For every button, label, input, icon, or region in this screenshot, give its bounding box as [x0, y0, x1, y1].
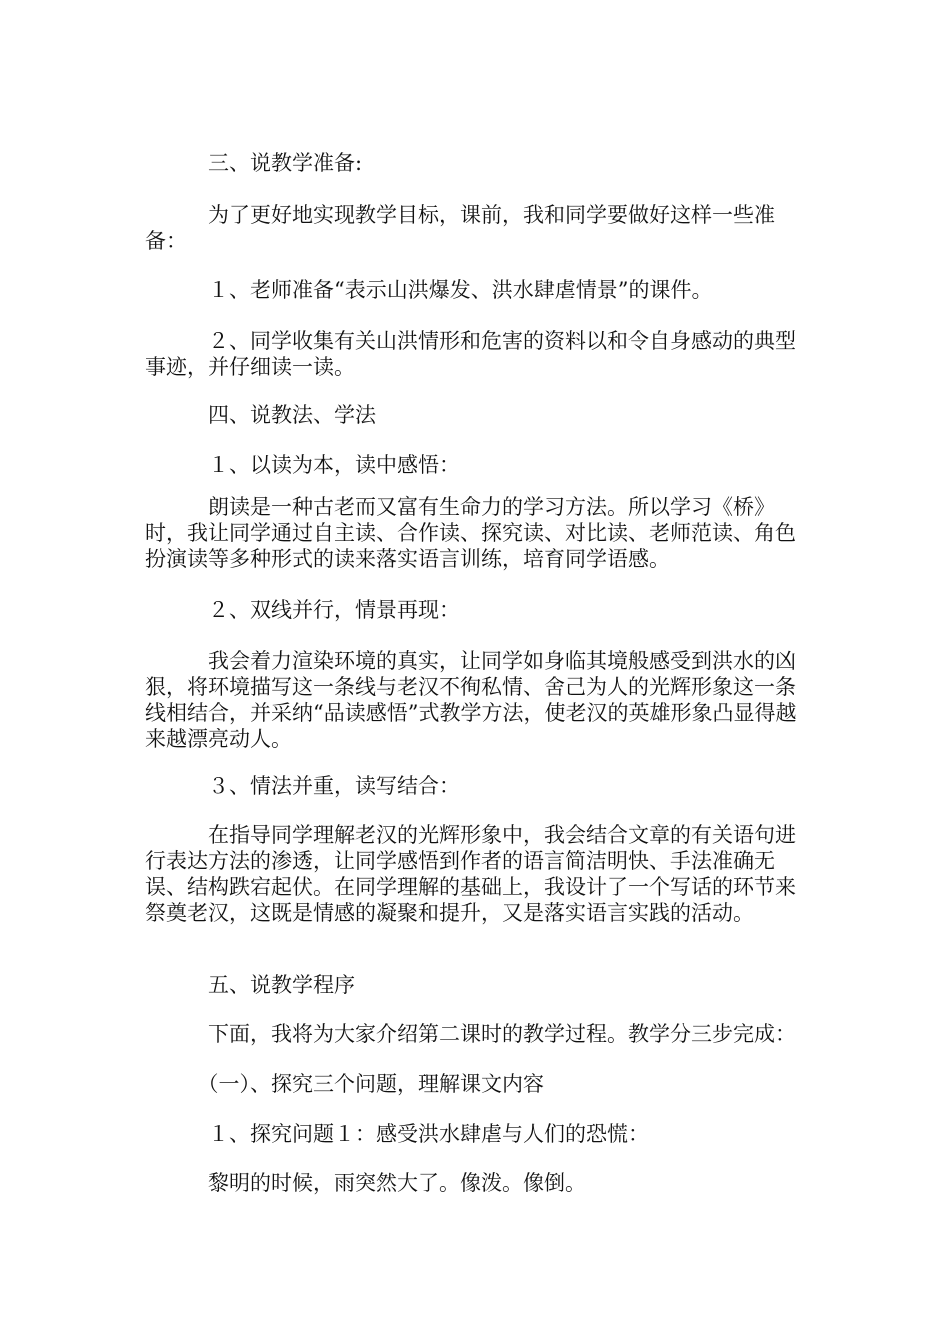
paragraph-procedure-intro: 下面，我将为大家介绍第二课时的教学过程。教学分三步完成： — [145, 1022, 796, 1046]
paragraph-preparation-intro: 为了更好地实现教学目标，课前，我和同学要做好这样一些准备： — [145, 203, 775, 253]
paragraph-quote-dawn: 黎明的时候，雨突然大了。像泼。像倒。 — [145, 1171, 586, 1195]
subheading-dual-lines: ２、双线并行，情景再现： — [145, 598, 460, 622]
paragraph-reading-writing: 在指导同学理解老汉的光辉形象中，我会结合文章的有关语句进行表达方法的渗透，让同学感悟到作者的语言简洁明快、手法准确无误、结构跌宕起伏。在同学理解的基础上，我设计了一个写话的环节来祭奠老汉，这既是情感的凝聚和提升，又是落实语言实践的活动。 — [145, 823, 796, 925]
subheading-reading-writing: ３、情法并重，读写结合： — [145, 774, 460, 798]
list-item-question-one: １、探究问题１：感受洪水肆虐与人们的恐慌： — [145, 1122, 649, 1146]
heading-teaching-methods: 四、说教法、学法 — [145, 403, 376, 427]
subheading-reading-method: １、以读为本，读中感悟： — [145, 453, 460, 477]
paragraph-dual-lines: 我会着力渲染环境的真实，让同学如身临其境般感受到洪水的凶狠，将环境描写这一条线与老汉不徇私情、舍己为人的光辉形象这一条线相结合，并采纳“品读感悟”式教学方法，使老汉的英雄形象凸显得越来越漂亮动人。 — [145, 649, 797, 751]
paragraph-reading-method: 朗读是一种古老而又富有生命力的学习方法。所以学习《桥》时，我让同学通过自主读、合作读、探究读、对比读、老师范读、角色扮演读等多种形式的读来落实语言训练，培育同学语感。 — [145, 495, 796, 571]
list-item-student-preparation: ２、同学收集有关山洪情形和危害的资料以和令自身感动的典型事迹，并仔细读一读。 — [145, 329, 796, 379]
list-item-teacher-preparation: １、老师准备“表示山洪爆发、洪水肆虐情景”的课件。 — [145, 278, 713, 302]
heading-teaching-preparation: 三、说教学准备: — [145, 151, 363, 175]
subheading-explore-questions: （一）、探究三个问题，理解课文内容 — [145, 1072, 544, 1096]
heading-teaching-procedure: 五、说教学程序 — [145, 973, 355, 997]
